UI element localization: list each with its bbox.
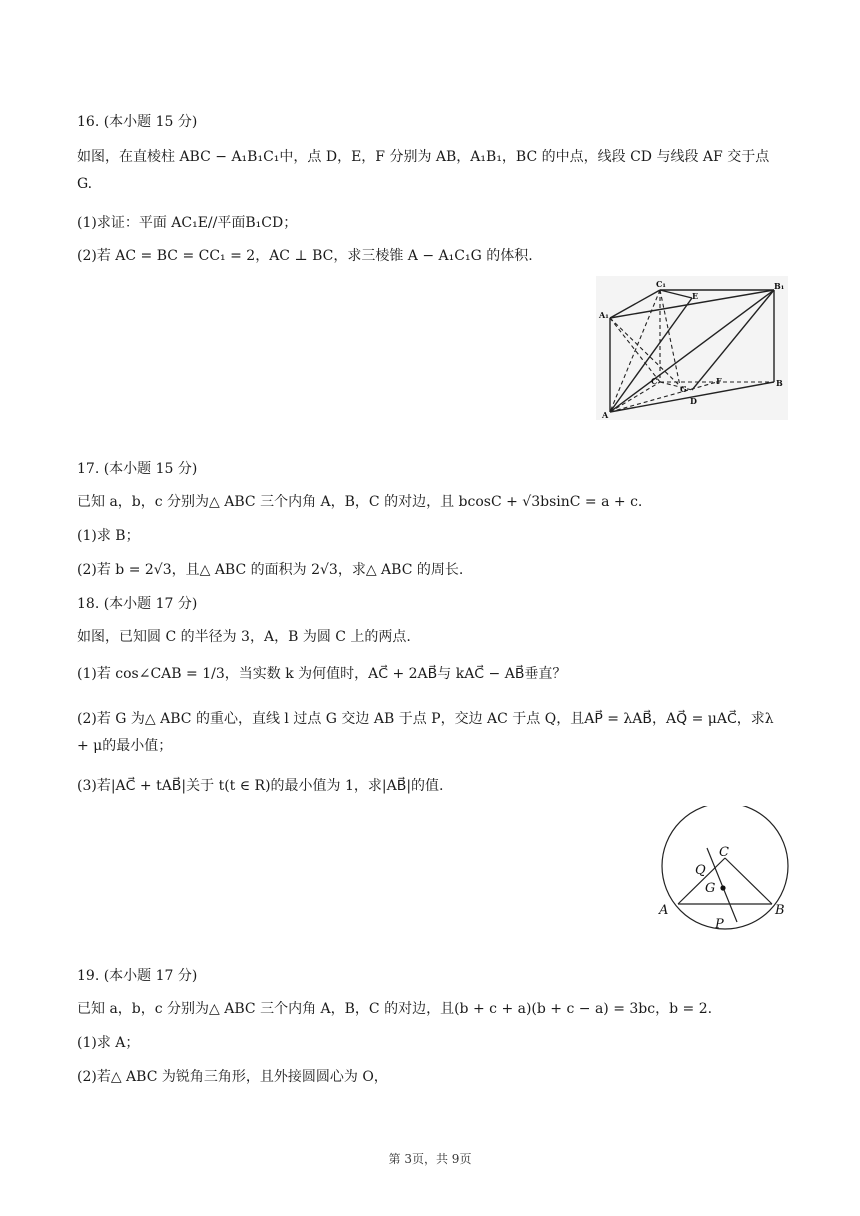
circle-figure <box>655 806 795 936</box>
problem-18-part-1: (1)若 cos∠CAB = 1/3，当实数 k 为何值时，AC⃗ + 2AB⃗与 kAC⃗ − AB⃗垂直？ <box>77 666 567 682</box>
problem-19-part-2: (2)若△ ABC 为锐角三角形，且外接圆圆心为 O， <box>77 1069 388 1085</box>
problem-19-statement: 已知 a，b，c 分别为△ ABC 三个内角 A，B，C 的对边，且(b + c + a)(b + c − a) = 3bc，b = 2. <box>77 1001 713 1017</box>
circle-label-p: P <box>715 917 724 932</box>
prism-figure <box>596 276 788 420</box>
page-footer: 第 3页，共 9页 <box>388 1152 472 1166</box>
circle-label-q: Q <box>695 863 706 878</box>
problem-18-header: 18. (本小题 17 分) <box>77 596 198 612</box>
problem-19-part-1: (1)求 A； <box>77 1035 140 1051</box>
prism-label-c: C <box>651 376 658 386</box>
prism-label-c1: C₁ <box>656 279 666 289</box>
problem-16-part-2: (2)若 AC = BC = CC₁ = 2，AC ⊥ BC，求三棱锥 A − A₁C₁G 的体积. <box>77 248 533 264</box>
prism-label-b: B <box>776 378 783 388</box>
prism-label-a: A <box>602 410 609 420</box>
problem-17-statement: 已知 a，b，c 分别为△ ABC 三个内角 A，B，C 的对边，且 bcosC + √3bsinC = a + c. <box>77 494 643 510</box>
problem-17-header: 17. (本小题 15 分) <box>77 461 198 477</box>
circle-label-c: C <box>719 845 729 860</box>
problem-17-part-2: (2)若 b = 2√3，且△ ABC 的面积为 2√3，求△ ABC 的周长. <box>77 562 464 578</box>
prism-label-e: E <box>692 291 699 301</box>
problem-17-part-1: (1)求 B； <box>77 528 140 544</box>
problem-16-part-1: (1)求证：平面 AC₁E//平面B₁CD； <box>77 215 298 231</box>
problem-18-part-2: (2)若 G 为△ ABC 的重心，直线 l 过点 G 交边 AB 于点 P，交边 AC 于点 Q，且AP⃗ = λAB⃗，AQ⃗ = μAC⃗，求λ + μ的最小值； <box>77 711 774 754</box>
problem-18-statement: 如图，已知圆 C 的半径为 3，A，B 为圆 C 上的两点. <box>77 629 411 645</box>
circle-label-b: B <box>775 903 785 918</box>
prism-label-a1: A₁ <box>599 310 609 320</box>
circle-label-g: G <box>705 881 716 896</box>
problem-16-statement: 如图，在直棱柱 ABC − A₁B₁C₁中，点 D，E，F 分别为 AB，A₁B₁，BC 的中点，线段 CD 与线段 AF 交于点 G. <box>77 149 770 192</box>
problem-16-header: 16. (本小题 15 分) <box>77 114 198 130</box>
problem-18-part-3: (3)若|AC⃗ + tAB⃗|关于 t(t ∈ R)的最小值为 1，求|AB⃗|的值. <box>77 778 444 794</box>
prism-label-b1: B₁ <box>774 281 785 291</box>
prism-label-f: F <box>716 376 722 386</box>
problem-19-header: 19. (本小题 17 分) <box>77 968 198 984</box>
prism-label-d: D <box>690 396 697 406</box>
prism-label-g: G <box>680 384 687 394</box>
circle-label-a: A <box>659 903 669 918</box>
